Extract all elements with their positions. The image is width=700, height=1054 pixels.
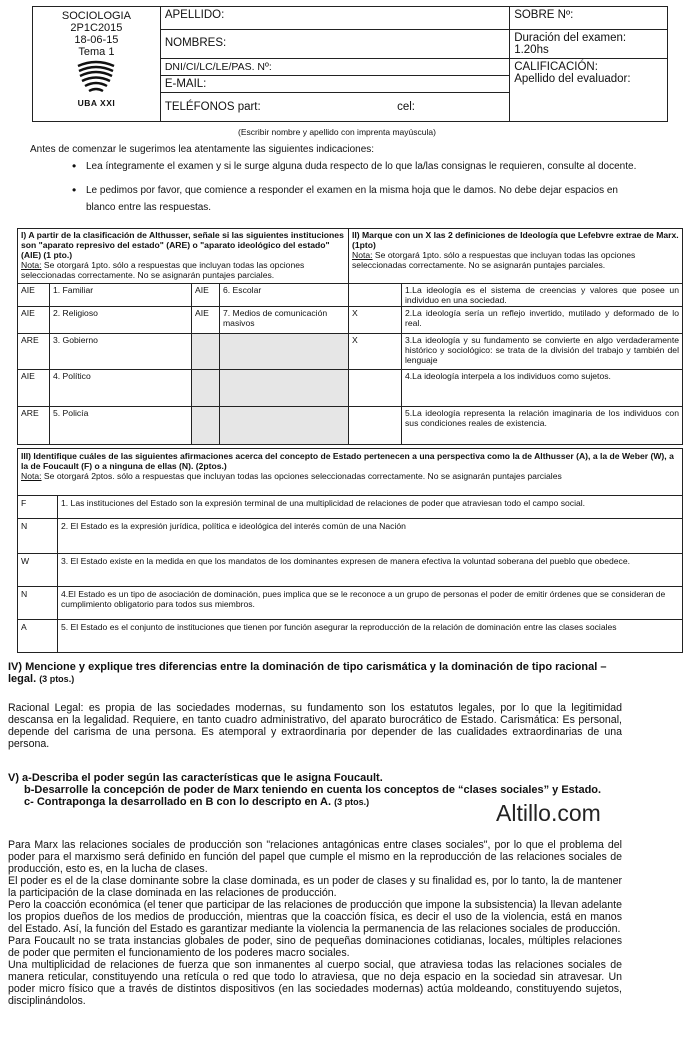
mark-cell[interactable] [349, 370, 402, 407]
answer-cell[interactable]: ARE [18, 407, 50, 445]
institution-label: 2. Religioso [50, 307, 192, 334]
blank-cell [220, 334, 349, 370]
exam-tema: Tema 1 [78, 46, 115, 58]
blank-cell [220, 407, 349, 445]
definition-label: 4.La ideología interpela a los individuos como sujetos. [402, 370, 683, 407]
mark-cell[interactable] [349, 407, 402, 445]
section1-title: I) A partir de la clasificación de Althusser, señale si las siguientes instituciones son "aparato represivo del estado" (ARE) o "aparato ideológico del estado" (AIE) (1 pto.) [21, 230, 344, 260]
section1-note-label: Nota: [21, 260, 42, 270]
uba-logo-text: UBA XXI [77, 98, 116, 108]
institution-label: 1. Familiar [50, 284, 192, 307]
calificacion-label: CALIFICACIÓN: [514, 61, 598, 73]
section5-a: V) a-Describa el poder según las características que le asigna Foucault. [8, 772, 383, 784]
answer-cell[interactable]: W [18, 554, 58, 587]
answer-paragraph: Pero la coacción económica (el tener que participar de las relaciones de producción que impone la subsistencia) la llevan adelante los propios dueños de los medios de producción, mientras que la coacción física, es decir el uso de la violencia, está en manos del Estado. Así, la función del Estado es garantizar mediante la violencia la permanencia de las relaciones sociales de producción. [8, 899, 622, 935]
section5-answer [8, 839, 622, 1007]
answer-cell[interactable]: A [18, 620, 58, 653]
answer-cell[interactable]: N [18, 587, 58, 620]
answer-cell[interactable]: F [18, 496, 58, 519]
email-field[interactable]: E-MAIL: [160, 76, 509, 93]
telefonos-label: TELÉFONOS part: [164, 101, 261, 113]
sobre-field[interactable]: SOBRE Nº: [510, 7, 668, 30]
section4-title: IV) Mencione y explique tres diferencias entre la dominación de tipo carismática y la dominación de tipo racional – legal. [8, 661, 607, 685]
mark-cell[interactable]: X [349, 307, 402, 334]
section2-note-label: Nota: [352, 250, 373, 260]
course-cell [33, 7, 161, 122]
section3-header [18, 449, 683, 496]
section3-table [17, 448, 683, 653]
definition-label: 3.La ideología y su fundamento se convierte en algo verdaderamente histórico y sociológico: se trata de la división del trabajo y también del lenguaje [402, 334, 683, 370]
apellido-field[interactable]: APELLIDO: [160, 7, 509, 30]
answer-paragraph: Una multiplicidad de relaciones de fuerza que son inmanentes al cuerpo social, que atraviesa todas las relaciones sociales de manera reticular, constituyendo una retícula o red que todo lo atraviesa, que no deja espacio en la sociedad sin atravesar. Un poder micro físico que a través de distintos dispositivos (en las sociedades modernas) actúa moldeando, constituyendo sujetos, disciplinándolos. [8, 959, 622, 1007]
blank-cell [192, 407, 220, 445]
institution-label: 3. Gobierno [50, 334, 192, 370]
answer-cell[interactable]: N [18, 519, 58, 554]
section2-title: II) Marque con un X las 2 definiciones de Ideología que Lefebvre extrae de Marx. (1pto) [352, 230, 679, 250]
blank-cell [192, 370, 220, 407]
section1-note: Se otorgará 1pto. sólo a respuestas que incluyan todas las opciones seleccionadas correctamente. No se asignarán puntajes parciales. [21, 260, 305, 280]
section3-note-label: Nota: [21, 471, 42, 481]
nombres-field[interactable]: NOMBRES: [160, 30, 509, 59]
instruction-item: • Le pedimos por favor, que comience a responder el examen en la misma hoja que le damos. No debe dejar espacios en blanco entre las respuestas. [30, 182, 650, 216]
course-name: SOCIOLOGIA [61, 10, 131, 22]
section2-header [349, 229, 683, 284]
duracion-cell [510, 30, 668, 59]
statement-label: 2. El Estado es la expresión jurídica, política e ideológica del interés común de una Nación [58, 519, 683, 554]
institution-label: 7. Medios de comunicación masivos [220, 307, 349, 334]
header-table [32, 6, 668, 122]
statement-label: 3. El Estado existe en la medida en que los mandatos de los dominantes expresen de manera efectiva la voluntad soberana del pueblo que obedece. [58, 554, 683, 587]
instruction-item: • Lea íntegramente el examen y si le surge alguna duda respecto de lo que la/las consignas le requieren, consulte al docente. [30, 158, 650, 175]
statement-label: 4.El Estado es un tipo de asociación de dominación, pues implica que se le reconoce a un grupo de personas el poder de emitir órdenes que se consideran de cumplimiento obligatorio para todos sus miembros. [58, 587, 683, 620]
exam-date: 18-06-15 [74, 34, 119, 46]
instructions [30, 141, 650, 216]
telefonos-field[interactable] [160, 93, 509, 122]
answer-cell[interactable]: AIE [192, 284, 220, 307]
evaluador-label: Apellido del evaluador: [514, 73, 631, 85]
duracion-value: 1.20hs [514, 44, 549, 56]
answer-cell[interactable]: ARE [18, 334, 50, 370]
answer-cell[interactable]: AIE [18, 307, 50, 334]
sections-1-2-table [17, 228, 683, 445]
section2-note: Se otorgará 1pto. sólo a respuestas que incluyan todas las opciones seleccionadas correctamente. No se asignarán puntajes parciales. [352, 250, 636, 270]
blank-cell [220, 370, 349, 407]
section3-title: III) Identifique cuáles de las siguientes afirmaciones acerca del concepto de Estado pertenecen a una perspectiva como la de Althusser (A), a la de Weber (W), a la de Foucault (F) o a ninguna de ellas (N). (2ptos.) [21, 451, 674, 471]
statement-label: 5. El Estado es el conjunto de instituciones que tienen por función asegurar la reproducción de la relación de dominación entre las clases sociales [58, 620, 683, 653]
section5-points: (3 ptos.) [334, 797, 370, 807]
mark-cell[interactable]: X [349, 334, 402, 370]
calificacion-cell [510, 59, 668, 122]
altillo-watermark: Altillo.com [496, 800, 601, 826]
institution-label: 5. Policía [50, 407, 192, 445]
imprenta-note: (Escribir nombre y apellido con imprenta mayúscula) [238, 127, 436, 137]
answer-cell[interactable]: AIE [18, 370, 50, 407]
duracion-label: Duración del examen: [514, 32, 627, 44]
uba-logo-icon [74, 60, 118, 94]
answer-paragraph: Para Foucault no se trata instancias globales de poder, sino de pequeñas dominaciones cotidianas, locales, múltiples relaciones de poder que permiten el funcionamiento de los poderes macro sociales. [8, 935, 622, 959]
section4-answer: Racional Legal: es propia de las sociedades modernas, su fundamento son los estatutos legales, por lo que la legitimidad descansa en la legalidad. Requiere, en tanto cuadro administrativo, del aparato burocrático de Estado. Carismática: Es personal, depende del carisma de una persona. Es atemporal y extraordinaria por depender de las cualidades extraordinarias de una persona. [8, 702, 622, 750]
section4-points: (3 ptos.) [39, 674, 75, 684]
definition-label: 1.La ideología es el sistema de creencias y valores que posee un individuo en una sociedad. [402, 284, 683, 307]
section3-note: Se otorgará 2ptos. sólo a respuestas que incluyan todas las opciones seleccionadas correctamente. No se asignarán puntajes parciales [41, 471, 562, 481]
definition-label: 2.La ideología sería un reflejo invertido, mutilado y deformado de lo real. [402, 307, 683, 334]
cel-label: cel: [397, 101, 416, 113]
section1-header [18, 229, 349, 284]
definition-label: 5.La ideología representa la relación imaginaria de los individuos con sus condiciones reales de existencia. [402, 407, 683, 445]
section5-c: c- Contraponga la desarrollado en B con lo descripto en A. [24, 796, 332, 808]
section5-b: b-Desarrolle la concepción de poder de Marx teniendo en cuenta los conceptos de “clases sociales” y Estado. [24, 784, 602, 796]
answer-paragraph: Para Marx las relaciones sociales de producción son "relaciones antagónicas entre clases sociales", por lo que el problema del poder para el marxismo será definido en función del papel que cumple el mismo en la reproducción de las relaciones sociales de producción, esto es, en la lucha de clases. [8, 839, 622, 875]
dni-field[interactable]: DNI/CI/LC/LE/PAS. Nº: [160, 59, 509, 76]
course-code: 2P1C2015 [70, 22, 123, 34]
institution-label: 6. Escolar [220, 284, 349, 307]
answer-cell[interactable]: AIE [18, 284, 50, 307]
answer-paragraph: El poder es el de la clase dominante sobre la clase dominada, es un poder de clases y su finalidad es, por lo tanto, la de mantener la participación de la clase dominada en las relaciones de producción. [8, 875, 622, 899]
section4-question [8, 661, 628, 685]
statement-label: 1. Las instituciones del Estado son la expresión terminal de una multiplicidad de relaciones de poder que atraviesan todo el campo social. [58, 496, 683, 519]
answer-cell[interactable]: AIE [192, 307, 220, 334]
institution-label: 4. Político [50, 370, 192, 407]
blank-cell [192, 334, 220, 370]
instructions-intro: Antes de comenzar le sugerimos lea atentamente las siguientes indicaciones: [30, 144, 375, 155]
mark-cell[interactable] [349, 284, 402, 307]
